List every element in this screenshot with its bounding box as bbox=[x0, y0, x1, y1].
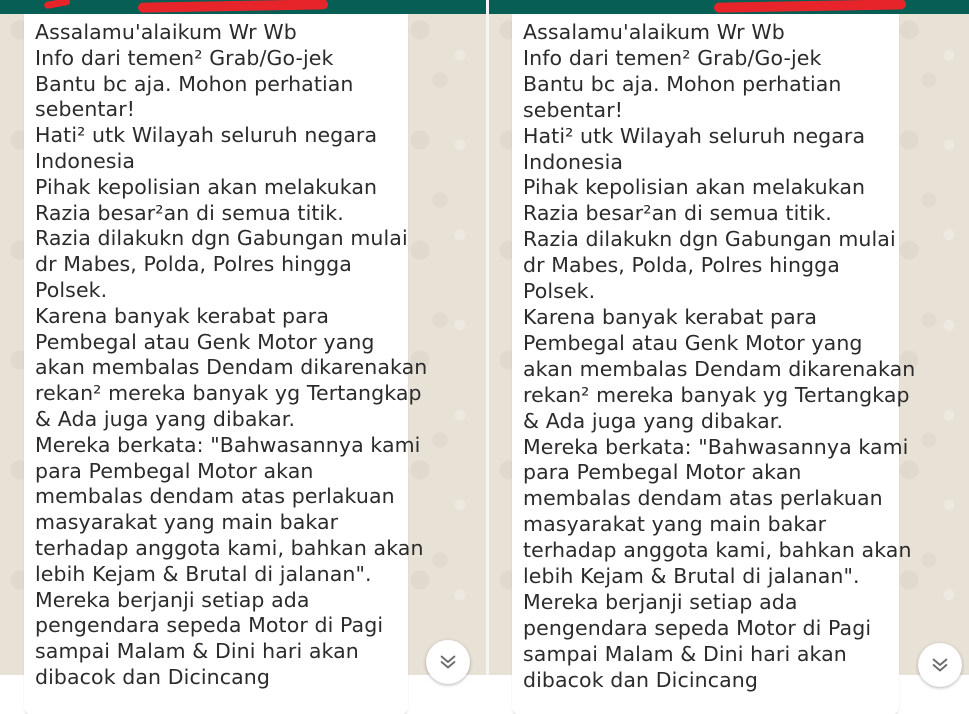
message-line: Polsek. bbox=[35, 277, 108, 302]
redaction-mark bbox=[714, 0, 906, 13]
message-line: lebih Kejam & Brutal di jalanan". bbox=[35, 561, 372, 586]
message-line: terhadap anggota kami, bahkan akan bbox=[523, 538, 912, 563]
message-line: terhadap anggota kami, bahkan akan bbox=[35, 535, 424, 560]
message-line: dibacok dan Dicincang bbox=[35, 664, 270, 689]
message-line: Mereka berkata: "Bahwasannya kami bbox=[35, 432, 421, 457]
message-line: & Ada juga yang dibakar. bbox=[523, 408, 784, 433]
scroll-to-bottom-button[interactable] bbox=[918, 643, 962, 687]
message-line: Pembegal atau Genk Motor yang bbox=[35, 329, 375, 354]
message-line: sebentar! bbox=[35, 97, 136, 122]
double-chevron-down-icon bbox=[929, 654, 951, 676]
redaction-mark bbox=[138, 0, 328, 13]
message-line: Assalamu'alaikum Wr Wb bbox=[523, 20, 785, 44]
message-line: Karena banyak kerabat para bbox=[523, 304, 817, 329]
message-line: Indonesia bbox=[523, 149, 624, 174]
message-line: pengendara sepeda Motor di Pagi bbox=[35, 613, 384, 638]
message-line: para Pembegal Motor akan bbox=[35, 458, 314, 483]
message-line: lebih Kejam & Brutal di jalanan". bbox=[523, 564, 860, 589]
message-line: Mereka berkata: "Bahwasannya kami bbox=[523, 434, 909, 459]
message-line: Mereka berjanji setiap ada bbox=[35, 587, 310, 612]
message-line: Razia dilakukn dgn Gabungan mulai bbox=[35, 226, 408, 251]
message-line: masyarakat yang main bakar bbox=[523, 512, 827, 537]
message-line: akan membalas Dendam dikarenakan bbox=[35, 355, 428, 380]
message-line: Hati² utk Wilayah seluruh negara bbox=[523, 123, 866, 148]
redaction-mark bbox=[44, 0, 71, 9]
message-line: Bantu bc aja. Mohon perhatian bbox=[35, 71, 354, 96]
message-line: Pihak kepolisian akan melakukan bbox=[35, 174, 378, 199]
message-line: Pembegal atau Genk Motor yang bbox=[523, 330, 863, 355]
message-line: dibacok dan Dicincang bbox=[523, 667, 758, 692]
message-line: Razia dilakukn dgn Gabungan mulai bbox=[523, 227, 896, 252]
message-line: sampai Malam & Dini hari akan bbox=[523, 641, 847, 666]
message-line: Info dari temen² Grab/Go-jek bbox=[523, 45, 822, 70]
message-line: Info dari temen² Grab/Go-jek bbox=[35, 45, 334, 70]
message-line: Polsek. bbox=[523, 279, 596, 304]
message-bubble[interactable] bbox=[24, 14, 428, 714]
message-line: dr Mabes, Polda, Polres hingga bbox=[523, 253, 840, 278]
chat-panel-left bbox=[0, 0, 486, 689]
message-line: Karena banyak kerabat para bbox=[35, 303, 329, 328]
chat-header bbox=[489, 0, 969, 14]
message-line: & Ada juga yang dibakar. bbox=[35, 406, 296, 431]
message-line: Pihak kepolisian akan melakukan bbox=[523, 175, 866, 200]
message-line: membalas dendam atas perlakuan bbox=[523, 486, 883, 511]
message-line: Bantu bc aja. Mohon perhatian bbox=[523, 71, 842, 96]
message-line: sampai Malam & Dini hari akan bbox=[35, 639, 359, 664]
chat-panel-right bbox=[489, 0, 969, 692]
message-line: Razia besar²an di semua titik. bbox=[523, 201, 832, 226]
message-line: Mereka berjanji setiap ada bbox=[523, 589, 798, 614]
message-line: membalas dendam atas perlakuan bbox=[35, 484, 395, 509]
scroll-to-bottom-button[interactable] bbox=[426, 640, 470, 684]
message-line: rekan² mereka banyak yg Tertangkap bbox=[523, 382, 910, 407]
message-bubble[interactable] bbox=[512, 14, 916, 714]
message-line: Indonesia bbox=[35, 148, 136, 173]
message-line: Razia besar²an di semua titik. bbox=[35, 200, 344, 225]
message-line: sebentar! bbox=[523, 97, 624, 122]
message-line: pengendara sepeda Motor di Pagi bbox=[523, 615, 872, 640]
double-chevron-down-icon bbox=[437, 651, 459, 673]
message-line: akan membalas Dendam dikarenakan bbox=[523, 356, 916, 381]
message-line: dr Mabes, Polda, Polres hingga bbox=[35, 252, 352, 277]
message-line: para Pembegal Motor akan bbox=[523, 460, 802, 485]
message-line: rekan² mereka banyak yg Tertangkap bbox=[35, 381, 422, 406]
message-line: Hati² utk Wilayah seluruh negara bbox=[35, 123, 378, 148]
message-line: masyarakat yang main bakar bbox=[35, 510, 339, 535]
message-line: Assalamu'alaikum Wr Wb bbox=[35, 20, 297, 44]
chat-header bbox=[0, 0, 486, 14]
